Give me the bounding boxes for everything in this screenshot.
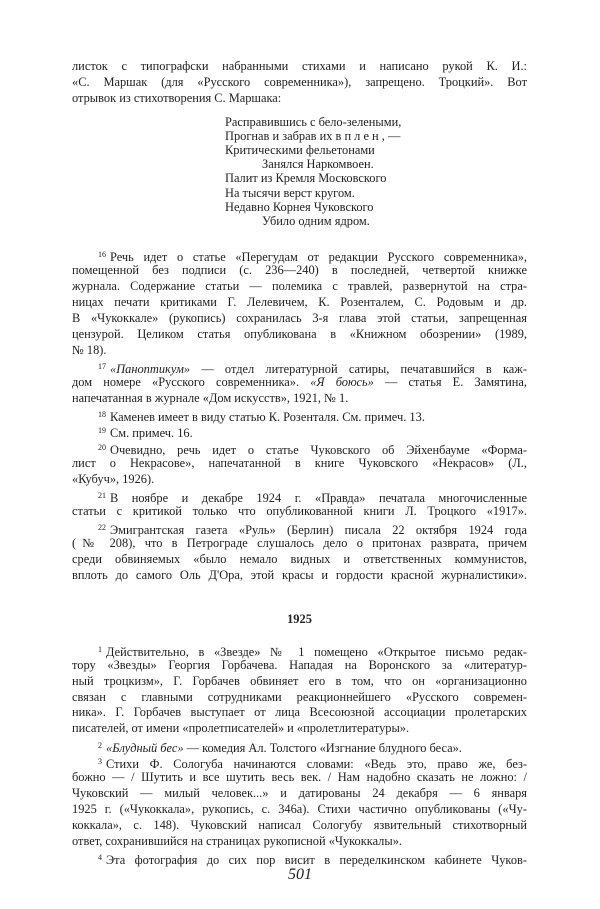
footnote-number: 16: [98, 250, 106, 260]
text-line: «С. Маршак (для «Русского современника»), запрещено. Троцкий». Вот: [72, 74, 527, 89]
text-line: Каменев имеет в виду статью К. Розенталя. См. примеч. 13.: [110, 410, 425, 425]
text-line: божно — / Шутить и все шутить весь век. / Нам надобно сказать не ложно: /: [72, 770, 527, 784]
text-line: Эмигрантская газета «Руль» (Берлин) писала 22 октября 1924 года: [110, 523, 527, 538]
text-line: Действительно, в «Звезде» № 1 помещено «Открытое письмо редак-: [106, 644, 527, 659]
text-line: Стихи Ф. Сологуба начинаются словами: «Ведь это, право же, без-: [106, 757, 527, 772]
text-line: ный троцкизм», Г. Горбачев обвиняет его в том, что он «организационно: [72, 673, 527, 688]
text-line: ответ, сохранившийся на страницах рукописной «Чукоккалы».: [72, 833, 402, 848]
text-line: № 18).: [72, 342, 107, 357]
page-number: 501: [288, 866, 312, 883]
italic-title: «Я боюсь»: [310, 374, 374, 389]
text-segment: дом номере «Русского современника».: [72, 374, 311, 389]
footnote-number: 3: [98, 757, 102, 767]
text-line: тору «Звезды» Георгия Горбачева. Нападая на Воронского за «литератур-: [72, 657, 527, 672]
text-line: связан с главными сотрудниками реакционнейшего «Русского современ-: [72, 689, 527, 704]
text-line: ницах печати критиками Г. Лелевичем, К. Розенталем, С. Родовым и др.: [72, 294, 527, 309]
italic-title: «Блудный бес»: [106, 740, 184, 755]
text-line: (№ 208), что в Петрограде слушалось дело о притонах разврата, причем: [72, 536, 527, 551]
text-line: См. примеч. 16.: [110, 426, 193, 441]
poem-excerpt: [225, 115, 527, 229]
footnote-number: 2: [98, 740, 102, 750]
italic-title: «Паноптикум»: [110, 361, 191, 376]
text-line: статьи с критикой только что опубликованной книги Л. Троцкого «1917».: [72, 503, 527, 518]
poem-line: Недавно Корнея Чуковского: [225, 199, 374, 214]
footnote-number: 21: [98, 491, 106, 501]
poem-line: На тысячи верст кругом.: [225, 185, 355, 200]
footnote-1: [72, 642, 527, 737]
text-line: Очевидно, речь идет о статье Чуковского об Эйхенбауме «Форма-: [110, 442, 527, 457]
footnote-4: [72, 850, 527, 866]
footnote-22: [72, 520, 527, 584]
text-line: коккала», с. 148). Чуковский написал Сологубу язвительный стихотворный: [72, 817, 527, 832]
text-segment: — комедия Ал. Толстого «Изгнание блудного беса».: [183, 740, 462, 755]
footnote-19: [72, 423, 527, 439]
footnote-3: [72, 754, 527, 849]
poem-line: Убило одним ядром.: [262, 213, 370, 228]
text-line: В «Чукоккале» (рукопись) сохранилась 3-я глава этой статьи, запрещенная: [72, 310, 527, 325]
text-line: цензурой. Целиком статья опубликована в «Книжном обозрении» (1989,: [72, 326, 527, 341]
footnote-number: 18: [98, 410, 106, 420]
text-line: ника». Г. Горбачев выступает от лица Всесоюзной ассоциации пролетарских: [72, 705, 527, 720]
text-line: вплоть до самого Оль Д'Ора, этой красы и гордости красной журналистики».: [72, 567, 527, 582]
poem-line: Палит из Кремля Московского: [225, 171, 387, 186]
year-heading: 1925: [287, 611, 312, 626]
text-line: Чуковский — милый человек...» и датированы 24 декабря — 6 января: [72, 785, 527, 800]
footnote-20: [72, 440, 527, 488]
text-line: листок с типографски набранными стихами и написано рукой К. И.:: [72, 59, 527, 73]
text-line: лист о Некрасове», напечатанной в книге Чуковского «Некрасов» (Л.,: [72, 455, 527, 470]
text-line: журнала. Содержание статьи — полемика с травлей, развернутой на стра-: [72, 278, 527, 293]
poem-line: Расправившись с бело-зелеными,: [225, 114, 402, 129]
poem-line: Занялся Наркомвоен.: [262, 157, 374, 172]
text-line: 1925 г. («Чукоккала», рукопись, с. 346а). Стихи частично опубликованы («Чу-: [72, 801, 527, 816]
text-line: среди обвиняемых «было немало видных и ответственных коммунистов,: [72, 552, 527, 567]
text-line: «Кубуч», 1926).: [72, 471, 155, 486]
text-line: напечатанная в журнале «Дом искусств», 1921, № 1.: [72, 390, 349, 405]
footnote-number: 20: [98, 442, 106, 452]
footnote-16: [72, 247, 527, 358]
intro-paragraph: [72, 59, 527, 107]
text-line: Эта фотография до сих пор висит в переделкинском кабинете Чуков-: [106, 852, 527, 867]
text-line: писателей, от имени «пролетписателей» и «пролетлитературы».: [72, 721, 410, 736]
text-segment: — статья Е. Замятина,: [373, 374, 528, 389]
footnote-2: [72, 738, 527, 754]
book-page: [72, 59, 527, 866]
footnote-18: [72, 407, 527, 423]
footnote-number: 22: [98, 523, 106, 533]
footnote-number: 1: [98, 644, 102, 654]
footnote-number: 17: [98, 361, 106, 371]
poem-line: Прогнав и забрав их в п л е н , —: [225, 128, 401, 143]
footnote-number: 4: [98, 852, 102, 862]
footnote-17: [72, 359, 527, 407]
text-line: помещенной без подписи (с. 236—240) в последней, четвертой книжке: [72, 263, 527, 278]
poem-line: Критическими фельетонами: [225, 143, 375, 158]
text-line: В ноябре и декабре 1924 г. «Правда» печатала многочисленные: [110, 491, 527, 506]
text-line: отрывок из стихотворения С. Маршака:: [72, 90, 282, 105]
text-line: Речь идет о статье «Перегудам от редакции Русского современника»,: [110, 250, 527, 265]
footnote-number: 19: [98, 426, 106, 436]
footnote-21: [72, 488, 527, 520]
text-segment: — отдел литературной сатиры, печатавшийся в каж-: [190, 361, 527, 376]
